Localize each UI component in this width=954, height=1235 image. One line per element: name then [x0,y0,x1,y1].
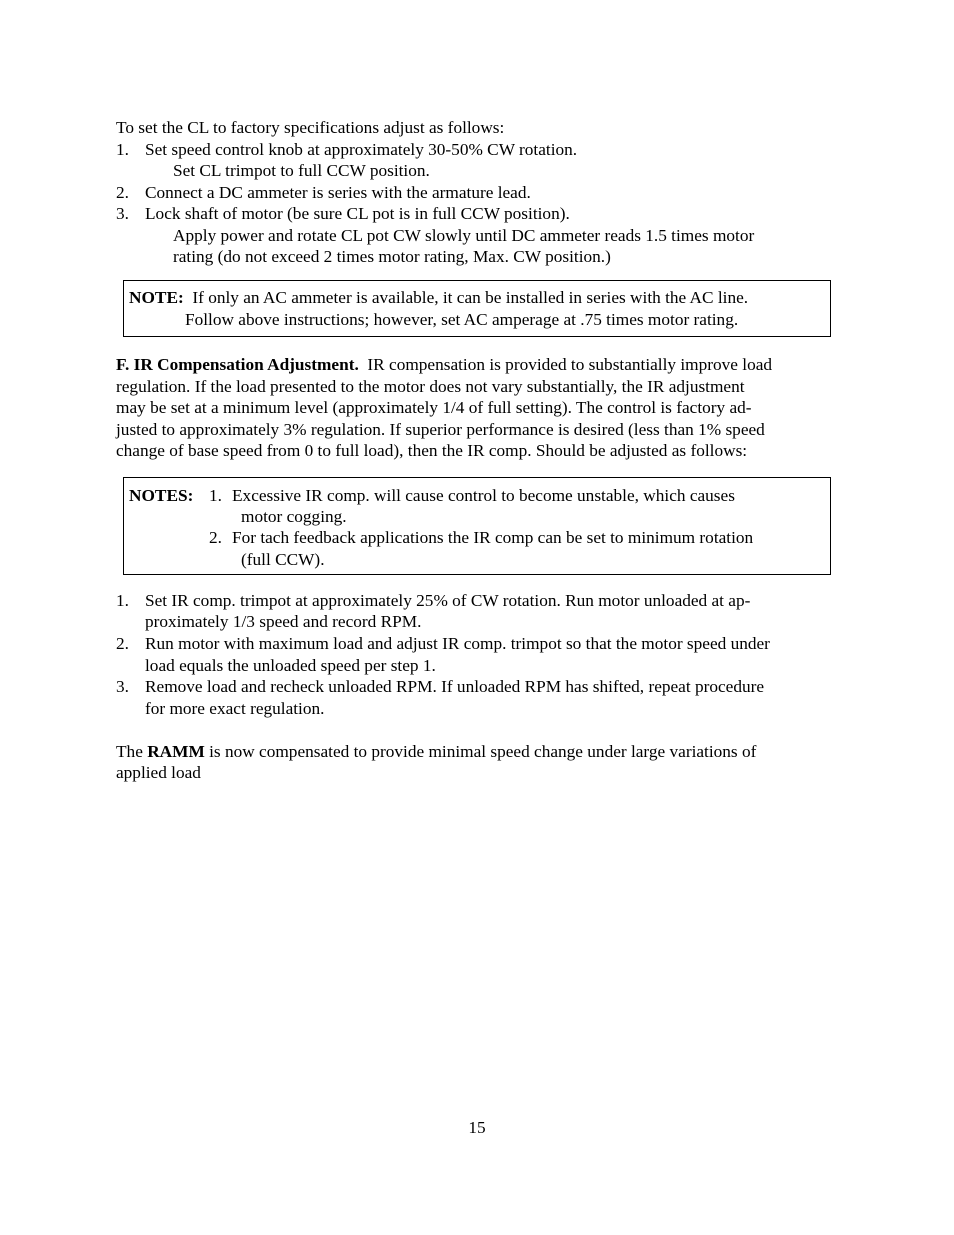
ir-para-line-1 [116,354,772,376]
ir-step-3-number: 3. [116,677,129,696]
cl-step-3-sub-1: Apply power and rotate CL pot CW slowly until DC ammeter reads 1.5 times motor [173,226,755,245]
ir-step-1-line-1: Set IR comp. trimpot at approximately 25% of CW rotation. Run motor unloaded at ap- [145,591,751,610]
notes-item-1-line-1: Excessive IR comp. will cause control to become unstable, which causes [232,486,735,505]
ir-step-2-number: 2. [116,634,129,653]
notes-item-1-number: 1. [209,486,222,505]
cl-step-3-text: Lock shaft of motor (be sure CL pot is in full CCW position). [145,204,570,223]
notes-item-2-line-1: For tach feedback applications the IR comp can be set to minimum rotation [232,528,754,547]
page-number: 15 [468,1118,486,1137]
notes-label: NOTES: [129,486,194,505]
note-line-1 [129,287,748,309]
ir-para-line-4: justed to approximately 3% regulation. If superior performance is desired (less than 1% speed [116,420,765,439]
ir-step-1-line-2: proximately 1/3 speed and record RPM. [145,612,422,631]
cl-step-3-number: 3. [116,204,129,223]
notes-item-1-line-2: motor cogging. [241,507,347,526]
ir-step-1-number: 1. [116,591,129,610]
ir-step-2-line-2: load equals the unloaded speed per step 1. [145,656,436,675]
ir-step-3-line-1: Remove load and recheck unloaded RPM. If unloaded RPM has shifted, repeat procedure [145,677,765,696]
cl-step-1-sub: Set CL trimpot to full CCW position. [173,161,430,180]
cl-step-3-sub-2: rating (do not exceed 2 times motor rating, Max. CW position.) [173,247,611,266]
cl-intro: To set the CL to factory specifications adjust as follows: [116,118,505,137]
ir-para-line-2: regulation. If the load presented to the motor does not vary substantially, the IR adjustment [116,377,745,396]
cl-step-1-number: 1. [116,140,129,159]
ir-para-text-1: IR compensation is provided to substantially improve load [367,355,773,374]
cl-step-2-number: 2. [116,183,129,202]
cl-step-2-text: Connect a DC ammeter is series with the armature lead. [145,183,531,202]
note-text-1: If only an AC ammeter is available, it can be installed in series with the AC line. [192,288,749,307]
ir-para-line-3: may be set at a minimum level (approximately 1/4 of full setting). The control is factory ad- [116,398,752,417]
cl-step-1-text: Set speed control knob at approximately 30-50% CW rotation. [145,140,578,159]
closing-line-1: The RAMM is now compensated to provide minimal speed change under large variations of [116,742,757,761]
ir-heading: F. IR Compensation Adjustment. [116,355,359,374]
ir-step-3-line-2: for more exact regulation. [145,699,325,718]
note-text-2: Follow above instructions; however, set AC amperage at .75 times motor rating. [185,310,739,329]
closing-line-2: applied load [116,763,201,782]
notes-item-2-number: 2. [209,528,222,547]
product-name: RAMM [147,742,205,761]
note-label: NOTE: [129,288,184,307]
ir-step-2-line-1: Run motor with maximum load and adjust IR comp. trimpot so that the motor speed under [145,634,770,653]
ir-para-line-5: change of base speed from 0 to full load), then the IR comp. Should be adjusted as follows: [116,441,748,460]
notes-item-2-line-2: (full CCW). [241,550,325,569]
